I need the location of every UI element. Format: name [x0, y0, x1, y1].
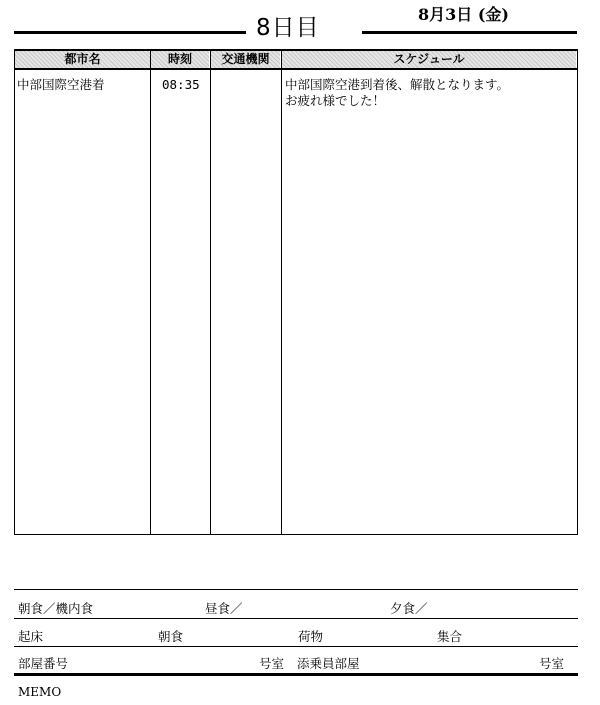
lunch-label: 昼食／	[205, 601, 243, 616]
row-schedule-line1: 中部国際空港到着後、解散となります。	[285, 77, 510, 92]
table-left-border	[14, 49, 15, 535]
table-top-border	[14, 49, 578, 51]
title-right-rule	[362, 31, 577, 34]
title-left-rule	[14, 31, 246, 34]
column-header-time: 時刻	[151, 51, 209, 68]
escort-room-suffix-label: 号室	[539, 656, 565, 671]
table-right-border	[577, 49, 578, 535]
row-time: 08:35	[162, 77, 200, 92]
dinner-label: 夕食／	[390, 601, 428, 616]
column-header-city: 都市名	[15, 51, 150, 68]
luggage-label: 荷物	[298, 629, 324, 644]
row-city: 中部国際空港着	[17, 77, 105, 92]
form-top-rule	[14, 589, 578, 590]
form-rule-2	[14, 618, 578, 619]
column-divider-1	[150, 49, 151, 535]
escort-room-label: 添乗員部屋	[297, 656, 360, 671]
column-header-schedule: スケジュール	[282, 51, 576, 68]
day-title: 8日目	[256, 15, 320, 41]
form-rule-3	[14, 646, 578, 647]
row-schedule-line2: お疲れ様でした！	[285, 93, 386, 108]
breakfast-time-label: 朝食	[158, 629, 184, 644]
table-header-bottom-border	[14, 68, 578, 70]
assembly-label: 集合	[437, 629, 463, 644]
date-label: 8月3日 (金)	[418, 5, 509, 24]
breakfast-inflight-label: 朝食／機内食	[18, 601, 94, 616]
wakeup-label: 起床	[18, 629, 44, 644]
memo-label: MEMO	[18, 685, 62, 699]
column-divider-3	[281, 49, 282, 535]
room-number-label: 部屋番号	[18, 656, 69, 671]
table-bottom-border	[14, 534, 578, 535]
room-suffix-label: 号室	[259, 656, 285, 671]
column-divider-2	[210, 49, 211, 535]
column-header-transport: 交通機関	[211, 51, 280, 68]
form-bottom-rule	[14, 673, 578, 676]
